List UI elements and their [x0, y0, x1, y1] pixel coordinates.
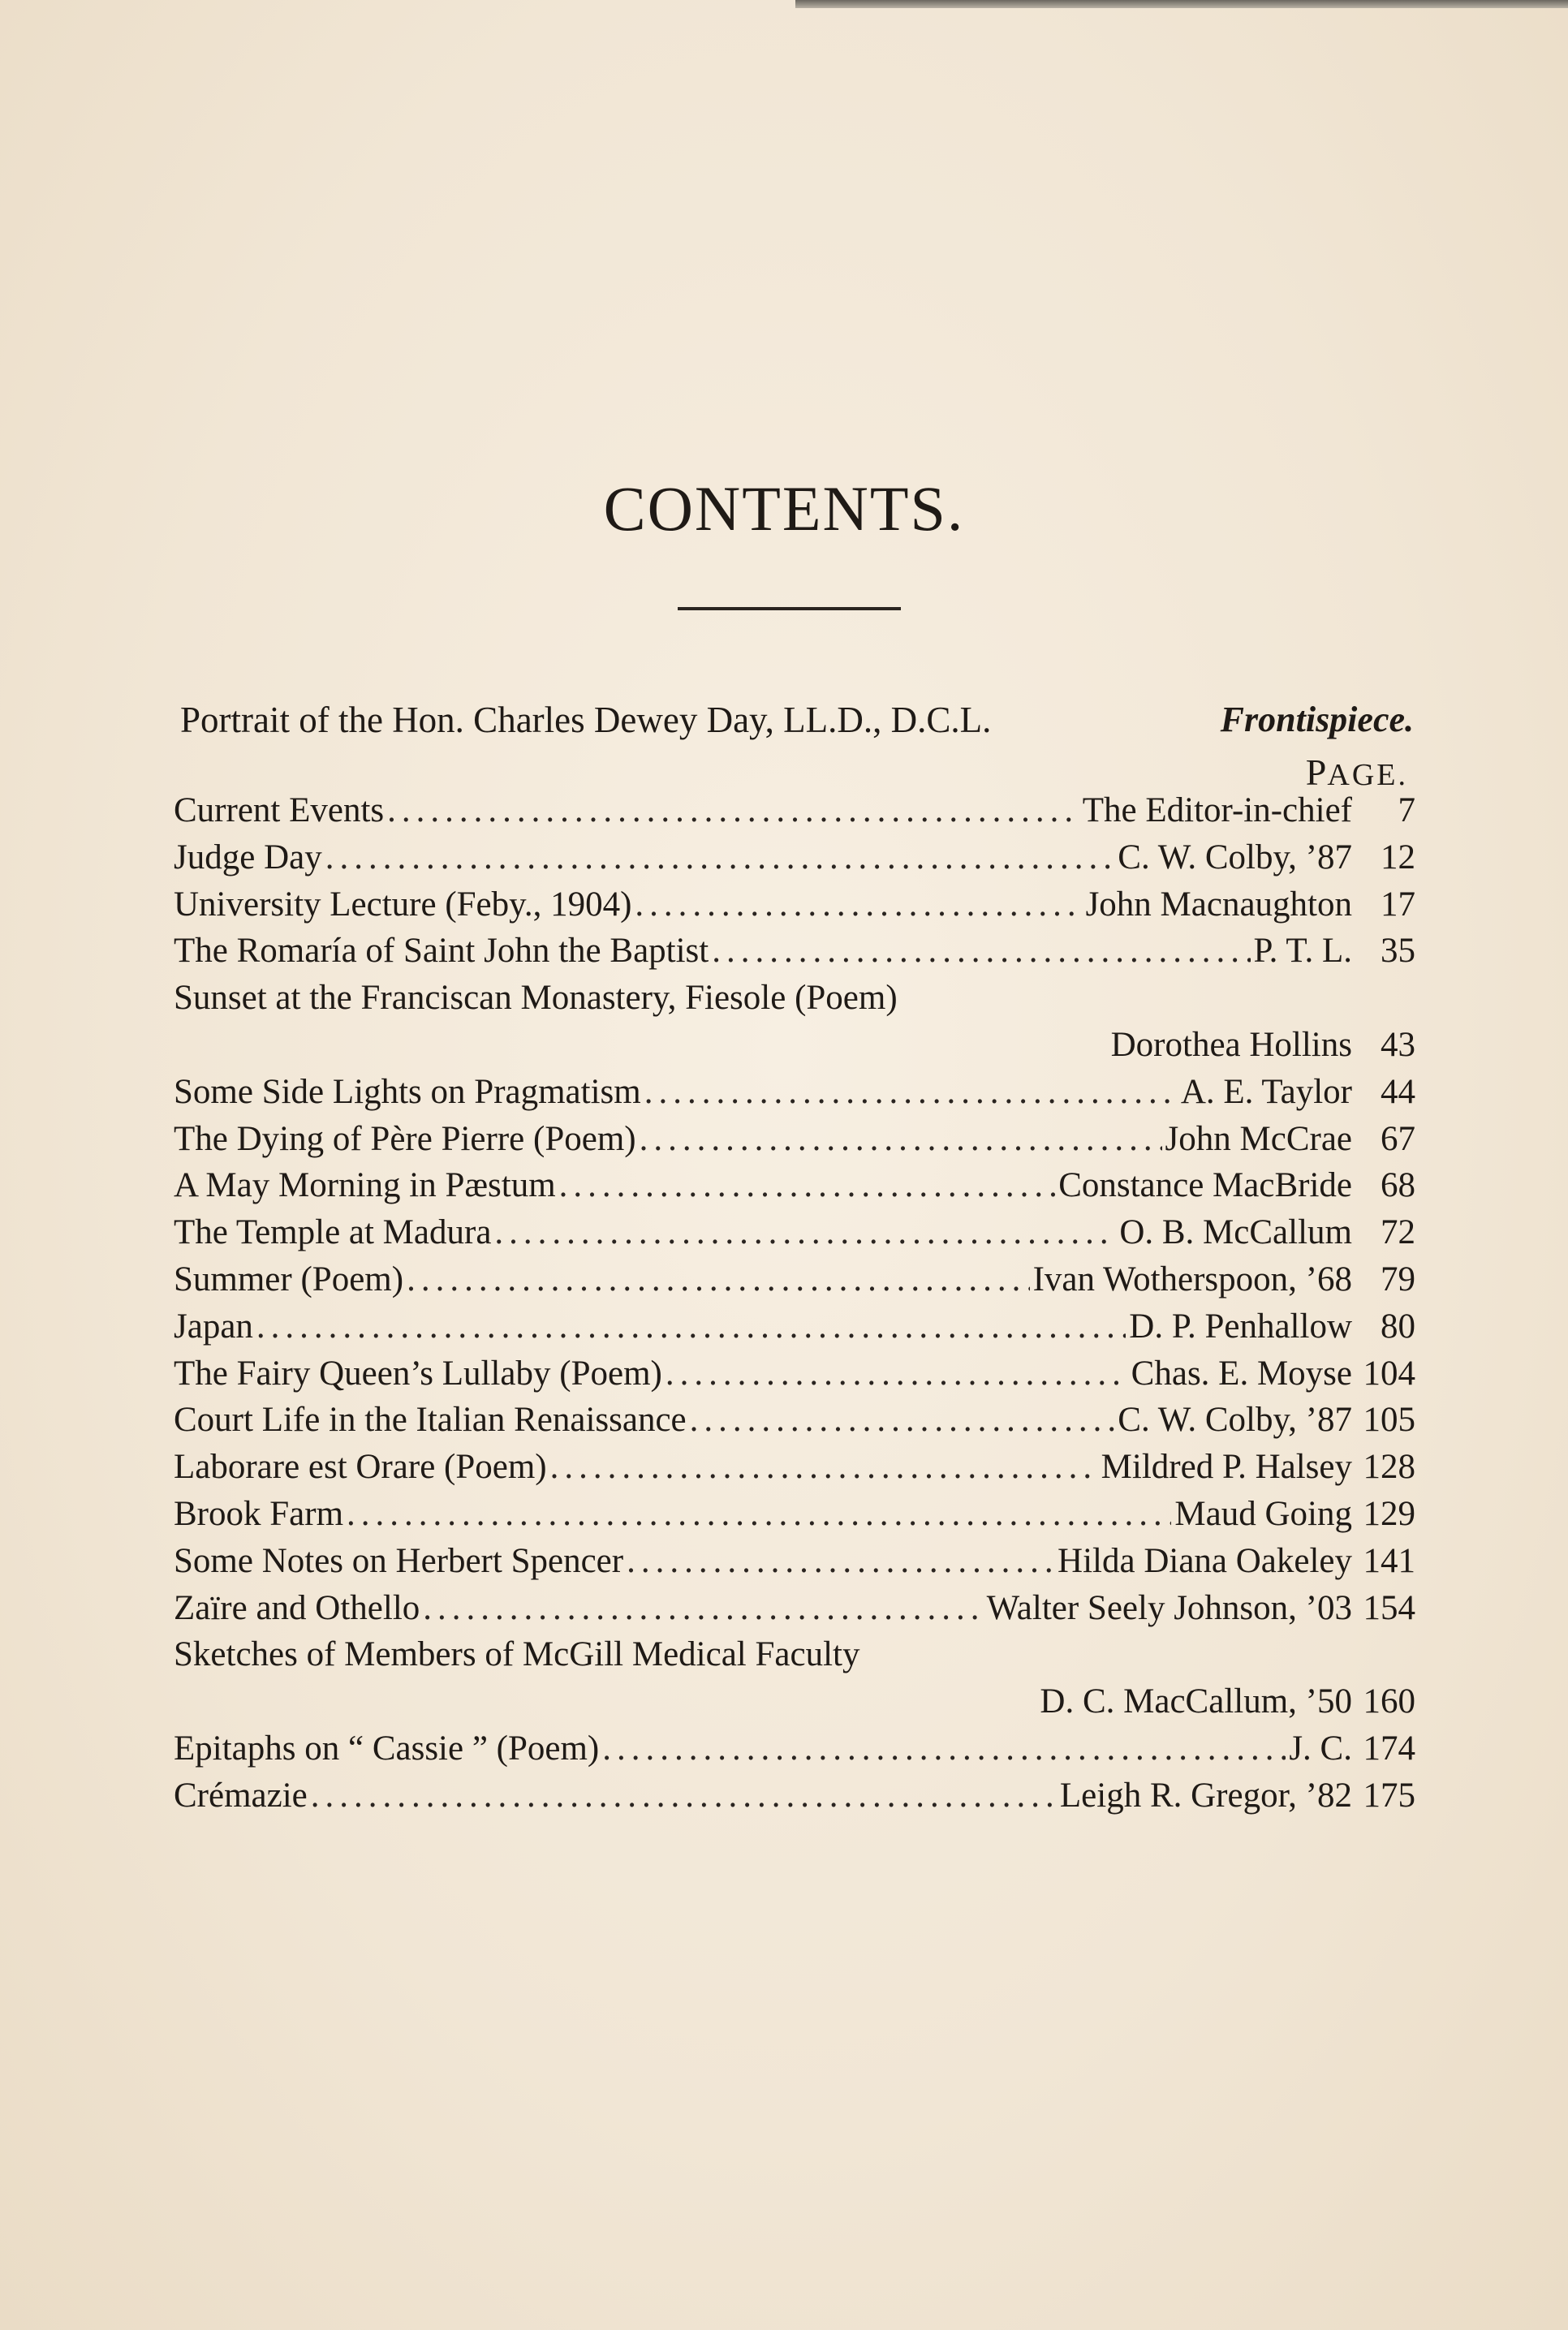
entry-title: The Romaría of Saint John the Baptist: [174, 932, 709, 971]
entry-page-number: 68: [1381, 1166, 1415, 1205]
entry-page-number: 72: [1381, 1213, 1415, 1252]
dot-leader: [325, 834, 1115, 881]
entry-author: D. P. Penhallow: [1129, 1307, 1352, 1346]
entry-page-number: 160: [1363, 1682, 1415, 1721]
entry-title: Epitaphs on “ Cassie ” (Poem): [174, 1729, 600, 1768]
frontispiece-label: Portrait of the Hon. Charles Dewey Day, LL.D., D.C.L.: [180, 700, 992, 740]
dot-leader: [602, 1725, 1286, 1772]
dot-leader: [423, 1585, 983, 1632]
entry-title: A May Morning in Pæstum: [174, 1166, 556, 1205]
dot-leader: [712, 928, 1250, 975]
entry-author: John Macnaughton: [1085, 885, 1352, 924]
dot-leader: [407, 1256, 1030, 1303]
contents-entry: [174, 787, 1415, 834]
dot-leader: [256, 1303, 1126, 1350]
dot-leader: [644, 1069, 1178, 1116]
contents-entry: [174, 1209, 1415, 1256]
entry-author: O. B. McCallum: [1119, 1213, 1352, 1252]
entry-title: Japan: [174, 1307, 253, 1346]
dot-leader: [640, 1116, 1162, 1163]
contents-entry: [174, 1444, 1415, 1491]
entry-author: Ivan Wotherspoon, ’68: [1032, 1260, 1352, 1299]
entry-page-number: 44: [1381, 1072, 1415, 1111]
dot-leader: [311, 1772, 1057, 1820]
entry-author: Dorothea Hollins: [1110, 1025, 1352, 1064]
dot-leader: [347, 1491, 1171, 1538]
title-rule: [678, 607, 901, 610]
entry-title: Court Life in the Italian Renaissance: [174, 1401, 687, 1440]
entry-author: Leigh R. Gregor, ’82: [1059, 1776, 1352, 1815]
contents-entry: [174, 1256, 1415, 1303]
entry-title: University Lecture (Feby., 1904): [174, 885, 632, 924]
dot-leader: [690, 1397, 1115, 1444]
entry-title: Brook Farm: [174, 1494, 344, 1533]
entry-page-number: 67: [1381, 1119, 1415, 1158]
contents-entry: [174, 928, 1415, 975]
entry-page-number: 80: [1381, 1307, 1415, 1346]
entry-page-number: 35: [1381, 932, 1415, 971]
dot-leader: [559, 1162, 1056, 1209]
entry-title: The Fairy Queen’s Lullaby (Poem): [174, 1354, 662, 1393]
entry-title: Some Notes on Herbert Spencer: [174, 1541, 624, 1580]
page-title: CONTENTS.: [603, 473, 965, 545]
dot-leader: [666, 1350, 1128, 1398]
entry-author: Constance MacBride: [1058, 1166, 1352, 1205]
entry-author: J. C.: [1289, 1729, 1352, 1768]
dot-leader: [550, 1444, 1098, 1491]
entry-page-number: 128: [1363, 1448, 1415, 1487]
entry-title: The Dying of Père Pierre (Poem): [174, 1119, 636, 1158]
frontispiece-line: [180, 694, 1414, 746]
entry-page-number: 79: [1381, 1260, 1415, 1299]
entry-title: Judge Day: [174, 838, 322, 876]
contents-list: [174, 787, 1415, 1820]
entry-author: D. C. MacCallum, ’50: [1040, 1682, 1352, 1721]
entry-page-number: 129: [1363, 1494, 1415, 1533]
entry-page-number: 43: [1381, 1025, 1415, 1064]
entry-title: Summer (Poem): [174, 1260, 404, 1299]
contents-entry: [174, 1491, 1415, 1538]
entry-page-number: 7: [1398, 791, 1415, 829]
entry-author: C. W. Colby, ’87: [1118, 1401, 1352, 1440]
entry-author: Chas. E. Moyse: [1131, 1354, 1352, 1393]
entry-author: Maud Going: [1174, 1494, 1352, 1533]
entry-author: Mildred P. Halsey: [1101, 1448, 1352, 1487]
entry-page-number: 104: [1363, 1354, 1415, 1393]
contents-entry: [174, 1162, 1415, 1209]
entry-author: Walter Seely Johnson, ’03: [986, 1588, 1352, 1627]
dot-leader: [494, 1209, 1116, 1256]
entry-title: Sunset at the Franciscan Monastery, Fiesole (Poem): [174, 979, 898, 1018]
contents-entry: [174, 1538, 1415, 1585]
contents-entry: [174, 1069, 1415, 1116]
entry-page-number: 105: [1363, 1401, 1415, 1440]
contents-entry: [174, 1772, 1415, 1820]
contents-entry: [174, 1022, 1415, 1069]
entry-page-number: 175: [1363, 1776, 1415, 1815]
contents-entry: [174, 975, 1415, 1022]
entry-page-number: 154: [1363, 1588, 1415, 1627]
entry-page-number: 12: [1381, 838, 1415, 876]
contents-entry: [174, 1303, 1415, 1350]
page-column-header-text: PAGE.: [1305, 752, 1408, 793]
page-edge-shadow: [795, 0, 1568, 8]
contents-entry: [174, 1725, 1415, 1772]
contents-entry: [174, 1631, 1415, 1678]
contents-entry: [174, 1116, 1415, 1163]
entry-title: Zaïre and Othello: [174, 1588, 420, 1627]
entry-author: P. T. L.: [1253, 932, 1352, 971]
entry-author: John McCrae: [1165, 1119, 1352, 1158]
entry-page-number: 141: [1363, 1541, 1415, 1580]
entry-title: Sketches of Members of McGill Medical Faculty: [174, 1635, 860, 1674]
entry-title: Laborare est Orare (Poem): [174, 1448, 547, 1487]
frontispiece-note: Frontispiece.: [1220, 700, 1414, 739]
entry-title: The Temple at Madura: [174, 1213, 492, 1252]
entry-page-number: 174: [1363, 1729, 1415, 1768]
entry-title: Some Side Lights on Pragmatism: [174, 1072, 641, 1111]
entry-author: Hilda Diana Oakeley: [1058, 1541, 1352, 1580]
contents-entry: [174, 1350, 1415, 1398]
dot-leader: [387, 787, 1079, 834]
contents-entry: [174, 834, 1415, 881]
entry-page-number: 17: [1381, 885, 1415, 924]
contents-entry: [174, 1585, 1415, 1632]
entry-title: Crémazie: [174, 1776, 308, 1815]
contents-entry: [174, 1678, 1415, 1725]
contents-entry: [174, 1397, 1415, 1444]
dot-leader: [627, 1538, 1054, 1585]
dot-leader: [635, 881, 1082, 928]
entry-author: The Editor-in-chief: [1082, 791, 1352, 829]
entry-title: Current Events: [174, 791, 385, 829]
entry-author: A. E. Taylor: [1180, 1072, 1352, 1111]
entry-author: C. W. Colby, ’87: [1118, 838, 1352, 876]
contents-entry: [174, 881, 1415, 928]
